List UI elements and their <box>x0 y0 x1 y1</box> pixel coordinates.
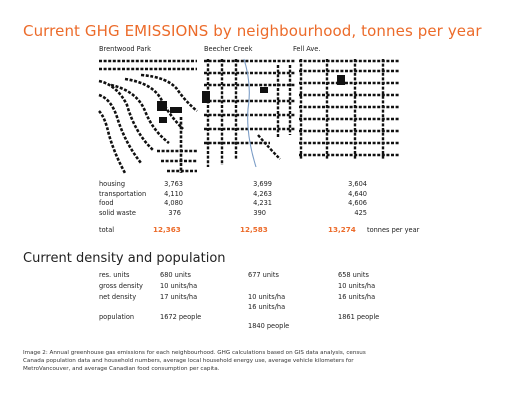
page-title: Current GHG EMISSIONS by neighbourhood, tonnes per year <box>23 22 482 40</box>
density-label-res-units: res. units <box>99 271 130 279</box>
beecher-food-value: 4,231 <box>253 199 272 208</box>
neighbourhood-label-brentwood: Brentwood Park <box>99 45 151 53</box>
density-label-gross-density: gross density <box>99 282 143 290</box>
fell-population: 1861 people <box>338 313 380 321</box>
density-heading: Current density and population <box>23 251 226 266</box>
beecher-gross-density: 10 units/ha <box>248 293 286 301</box>
brentwood-solid-waste-value: 376 <box>168 209 181 218</box>
beecher-net-density: 16 units/ha <box>248 303 286 311</box>
total-label: total <box>99 226 115 234</box>
total-brentwood: 12,363 <box>153 225 181 234</box>
total-fell: 13,274 <box>328 225 356 234</box>
emissions-row-labels <box>99 180 146 219</box>
beecher-creek-map <box>202 59 295 167</box>
fell-res-units: 658 units <box>338 271 369 279</box>
beecher-population: 1840 people <box>248 322 290 330</box>
row-label-solid-waste: solid waste <box>99 209 136 218</box>
brentwood-net-density: 17 units/ha <box>160 293 198 301</box>
density-label-net-density: net density <box>99 293 137 301</box>
brentwood-housing-value: 3,763 <box>164 180 183 188</box>
brentwood-park-map <box>99 61 197 173</box>
neighbourhood-label-beecher: Beecher Creek <box>204 45 253 53</box>
emissions-beecher-values <box>240 180 272 219</box>
row-label-food: food <box>99 199 114 208</box>
brentwood-food-value: 4,080 <box>164 199 183 208</box>
brentwood-population: 1672 people <box>160 313 202 321</box>
brentwood-gross-density: 10 units/ha <box>160 282 198 290</box>
fell-transportation-value: 4,640 <box>348 189 367 198</box>
fell-food-value: 4,606 <box>348 199 367 208</box>
beecher-res-units: 677 units <box>248 271 279 279</box>
beecher-housing-value: 3,699 <box>253 180 272 188</box>
emissions-fell-values <box>333 180 367 219</box>
total-unit: tonnes per year <box>367 226 420 234</box>
figure-caption: Image 2: Annual greenhouse gas emissions for each neighbourhood. GHG calculations based on GIS data analysis, census Canada population data and household numbers, average local household energy use, average vehicle kilometers for MetroVancouver, and average Canadian food consumption per capita. <box>23 350 366 373</box>
fell-housing-value: 3,604 <box>348 180 367 188</box>
fell-net-density: 16 units/ha <box>338 293 376 301</box>
beecher-transportation-value: 4,263 <box>253 189 272 198</box>
density-label-population: population <box>99 313 135 321</box>
row-label-housing: housing <box>99 180 126 188</box>
emissions-brentwood-values <box>150 180 183 219</box>
brentwood-res-units: 680 units <box>160 271 191 279</box>
neighbourhood-maps <box>97 55 402 177</box>
fell-gross-density: 10 units/ha <box>338 282 376 290</box>
total-beecher: 12,583 <box>240 225 268 234</box>
fell-ave-map <box>299 59 399 159</box>
row-label-transportation: transportation <box>99 189 147 198</box>
brentwood-transportation-value: 4,110 <box>164 189 183 198</box>
beecher-solid-waste-value: 390 <box>253 209 266 218</box>
neighbourhood-label-fell: Fell Ave. <box>293 45 321 53</box>
fell-solid-waste-value: 425 <box>354 209 367 218</box>
